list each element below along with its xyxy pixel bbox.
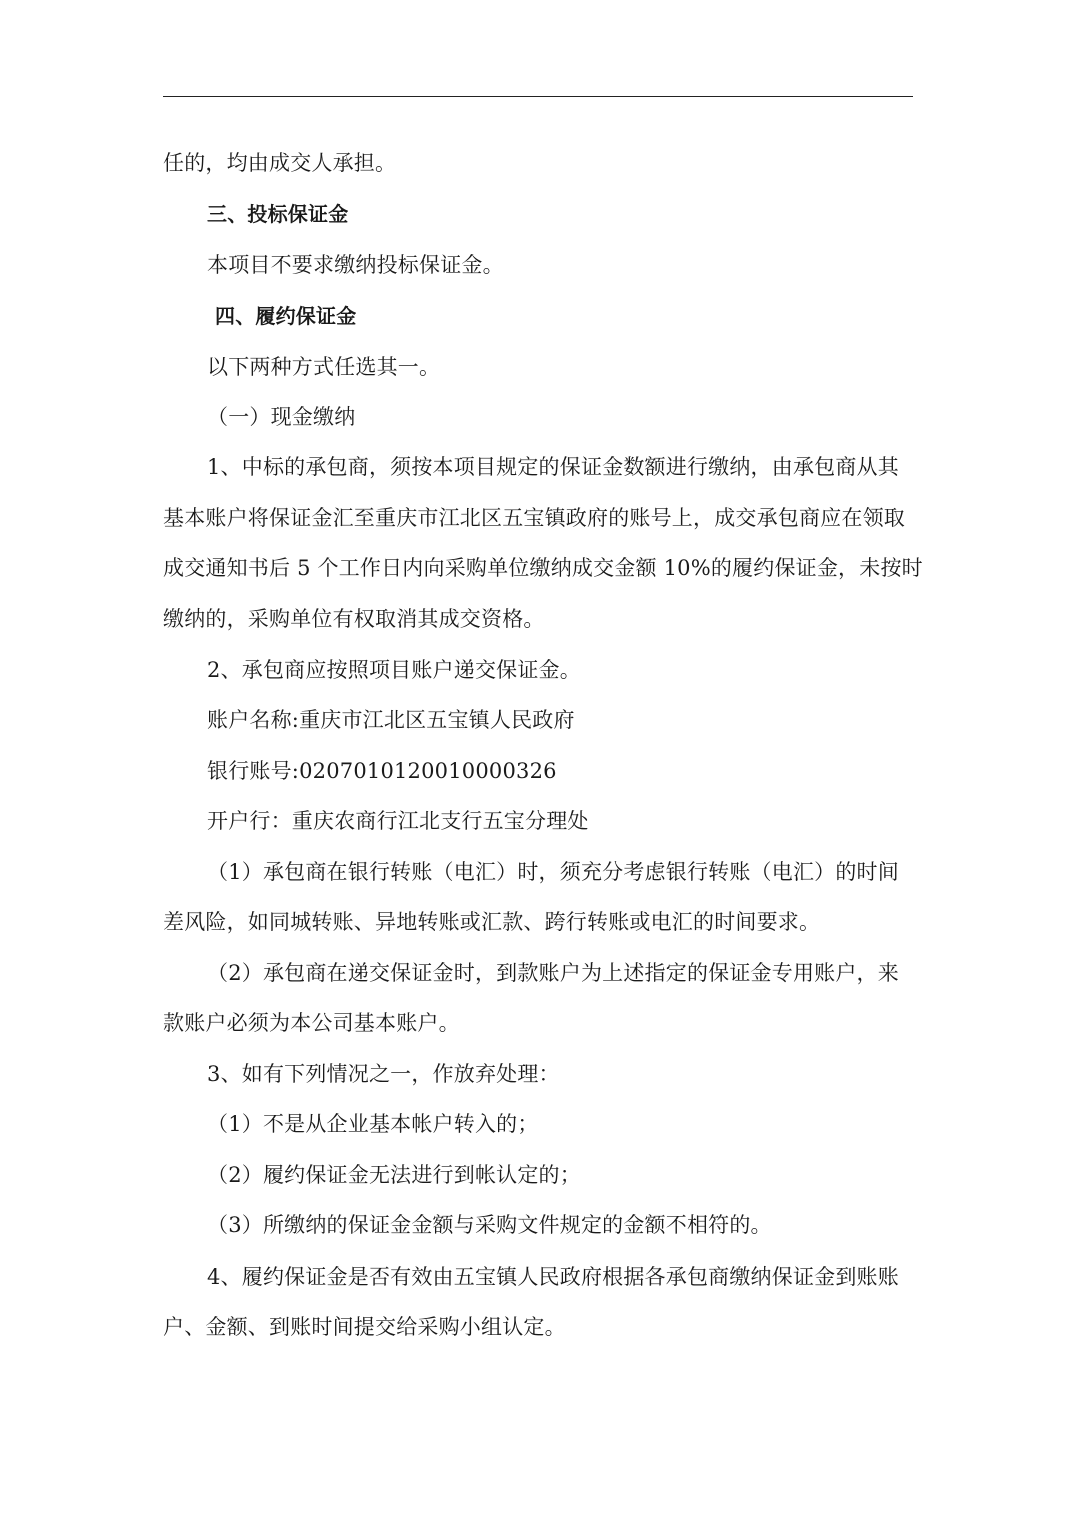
text-line: （2）承包商在递交保证金时，到款账户为上述指定的保证金专用账户，来 <box>207 961 899 985</box>
text-line: 成交通知书后 5 个工作日内向采购单位缴纳成交金额 10%的履约保证金，未按时 <box>163 556 923 580</box>
text-line: 差风险，如同城转账、异地转账或汇款、跨行转账或电汇的时间要求。 <box>163 910 821 934</box>
text-line: 4、履约保证金是否有效由五宝镇人民政府根据各承包商缴纳保证金到账账 <box>207 1265 899 1289</box>
account-name: 账户名称:重庆市江北区五宝镇人民政府 <box>207 708 575 732</box>
text-line: （1）不是从企业基本帐户转入的； <box>207 1112 539 1136</box>
text-line: （1）承包商在银行转账（电汇）时，须充分考虑银行转账（电汇）的时间 <box>207 860 899 884</box>
text-line: 2、承包商应按照项目账户递交保证金。 <box>207 658 581 682</box>
text-line: （3）所缴纳的保证金金额与采购文件规定的金额不相符的。 <box>207 1213 772 1237</box>
section-heading-bid-bond: 三、投标保证金 <box>207 202 349 226</box>
text-line: 款账户必须为本公司基本账户。 <box>163 1011 460 1035</box>
text-line: 3、如有下列情况之一，作放弃处理： <box>207 1062 560 1086</box>
text-line: 缴纳的，采购单位有权取消其成交资格。 <box>163 607 545 631</box>
text-line: 户、金额、到账时间提交给采购小组认定。 <box>163 1315 566 1339</box>
text-line: 以下两种方式任选其一。 <box>207 355 441 379</box>
text-line: 1、中标的承包商，须按本项目规定的保证金数额进行缴纳，由承包商从其 <box>207 455 899 479</box>
text-line: 本项目不要求缴纳投标保证金。 <box>207 253 504 277</box>
opening-bank: 开户行：重庆农商行江北支行五宝分理处 <box>207 809 589 833</box>
text-line: （2）履约保证金无法进行到帐认定的； <box>207 1163 581 1187</box>
text-line: 任的，均由成交人承担。 <box>163 151 397 175</box>
subheading-cash-payment: （一）现金缴纳 <box>207 405 356 429</box>
bank-account-number: 银行账号:0207010120010000326 <box>207 759 557 783</box>
text-line: 基本账户将保证金汇至重庆市江北区五宝镇政府的账号上，成交承包商应在领取 <box>163 506 905 530</box>
section-heading-performance-bond: 四、履约保证金 <box>215 304 357 328</box>
header-rule <box>163 96 913 97</box>
